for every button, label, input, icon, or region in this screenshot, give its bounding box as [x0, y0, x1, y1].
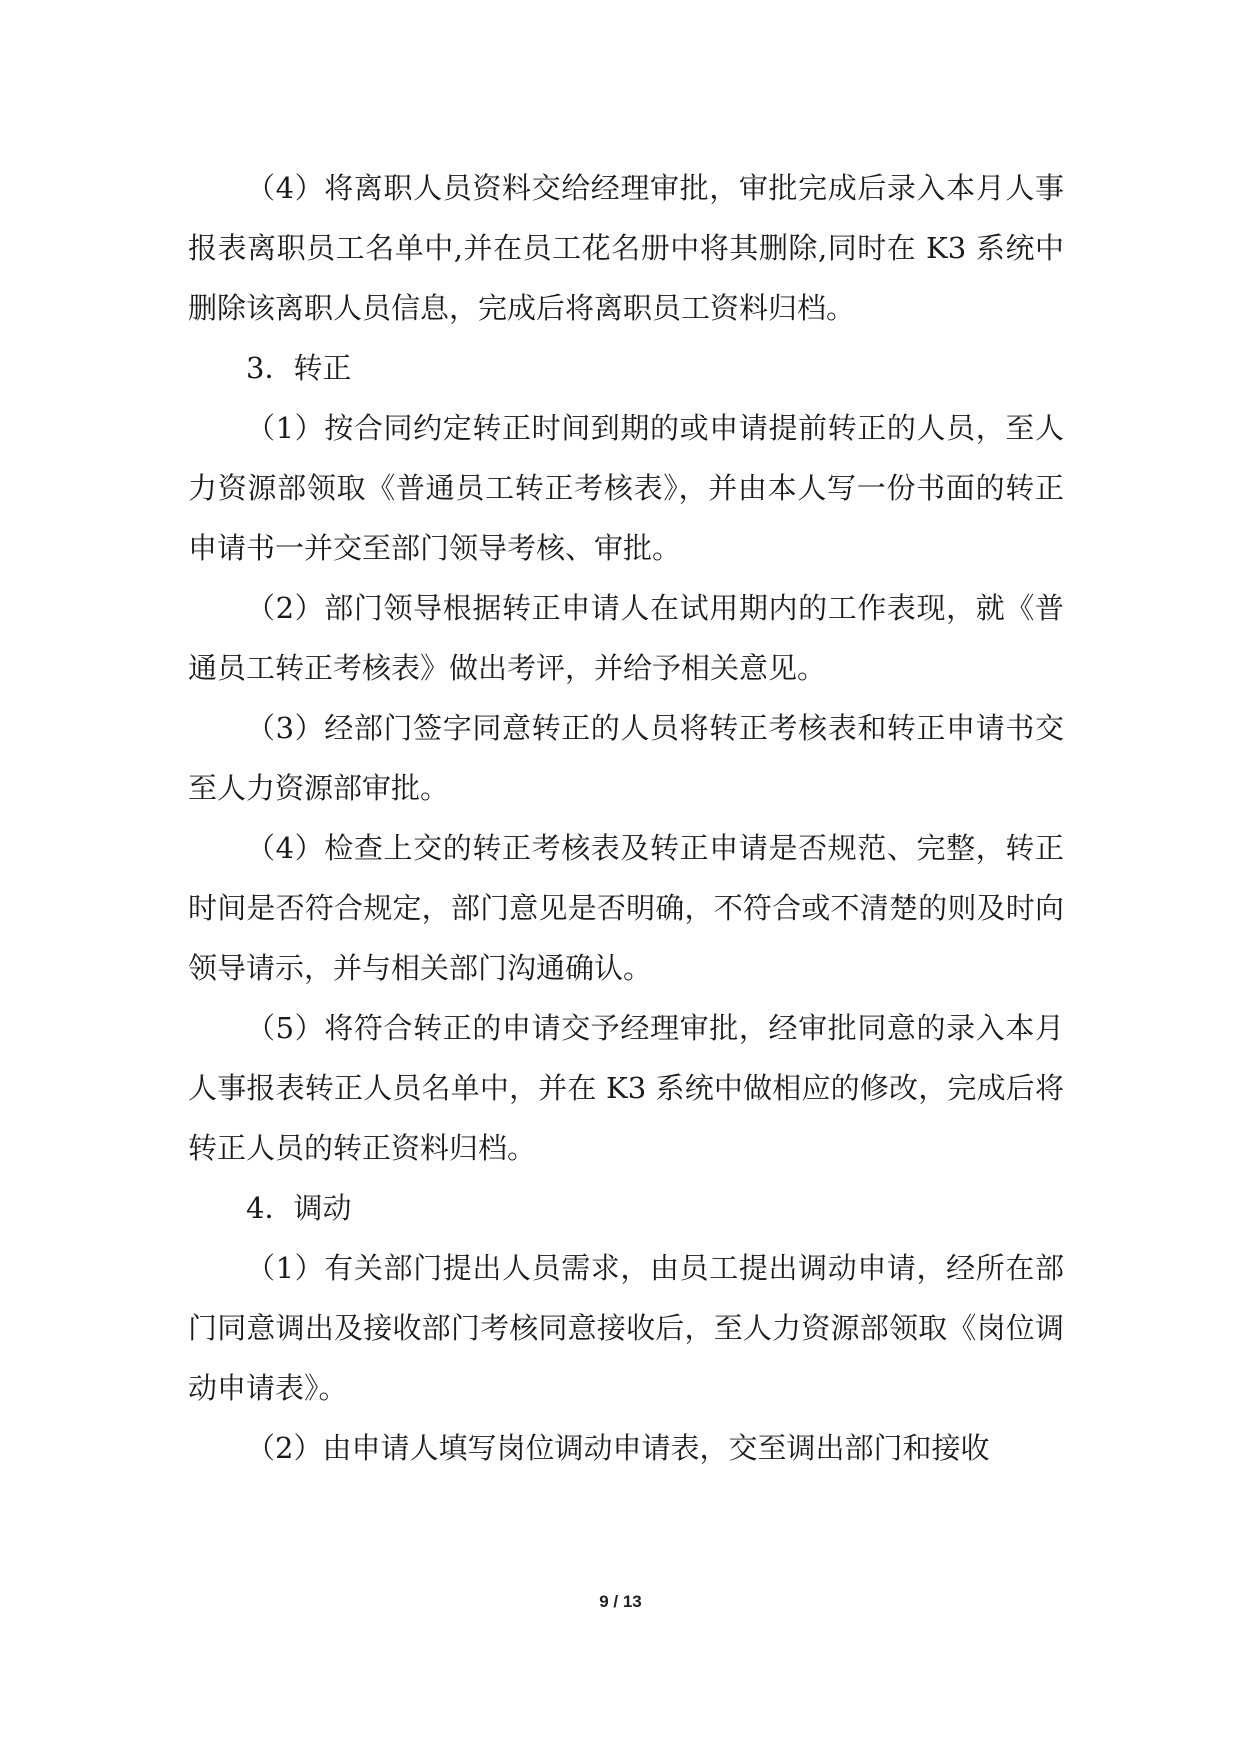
paragraph-regularization-step-1: （1）按合同约定转正时间到期的或申请提前转正的人员，至人力资源部领取《普通员工转正考核表》，并由本人写一份书面的转正申请书一并交至部门领导考核、审批。 [188, 411, 1064, 565]
paragraph-regularization-step-3: （3）经部门签字同意转正的人员将转正考核表和转正申请书交至人力资源部审批。 [188, 711, 1064, 805]
page-footer [0, 1592, 1241, 1612]
section-heading-transfer: 4．调动 [246, 1191, 352, 1225]
page-number: 9 / 13 [599, 1592, 642, 1611]
paragraph-regularization-step-4: （4）检查上交的转正考核表及转正申请是否规范、完整，转正时间是否符合规定，部门意见是否明确，不符合或不清楚的则及时向领导请示，并与相关部门沟通确认。 [188, 831, 1064, 985]
paragraph-transfer-step-2: （2）由申请人填写岗位调动申请表，交至调出部门和接收 [246, 1431, 990, 1465]
paragraph-regularization-step-2: （2）部门领导根据转正申请人在试用期内的工作表现，就《普通员工转正考核表》做出考评，并给予相关意见。 [188, 591, 1064, 685]
paragraph-regularization-step-5: （5）将符合转正的申请交予经理审批，经审批同意的录入本月人事报表转正人员名单中，并在 K3 系统中做相应的修改，完成后将转正人员的转正资料归档。 [188, 1011, 1064, 1165]
paragraph-resignation-step-4: （4）将离职人员资料交给经理审批，审批完成后录入本月人事报表离职员工名单中,并在员工花名册中将其删除,同时在 K3 系统中删除该离职人员信息，完成后将离职员工资料归档。 [188, 171, 1064, 325]
document-body [188, 158, 1064, 1478]
section-heading-regularization: 3．转正 [246, 351, 352, 385]
paragraph-transfer-step-1: （1）有关部门提出人员需求，由员工提出调动申请，经所在部门同意调出及接收部门考核同意接收后，至人力资源部领取《岗位调动申请表》。 [188, 1251, 1064, 1405]
